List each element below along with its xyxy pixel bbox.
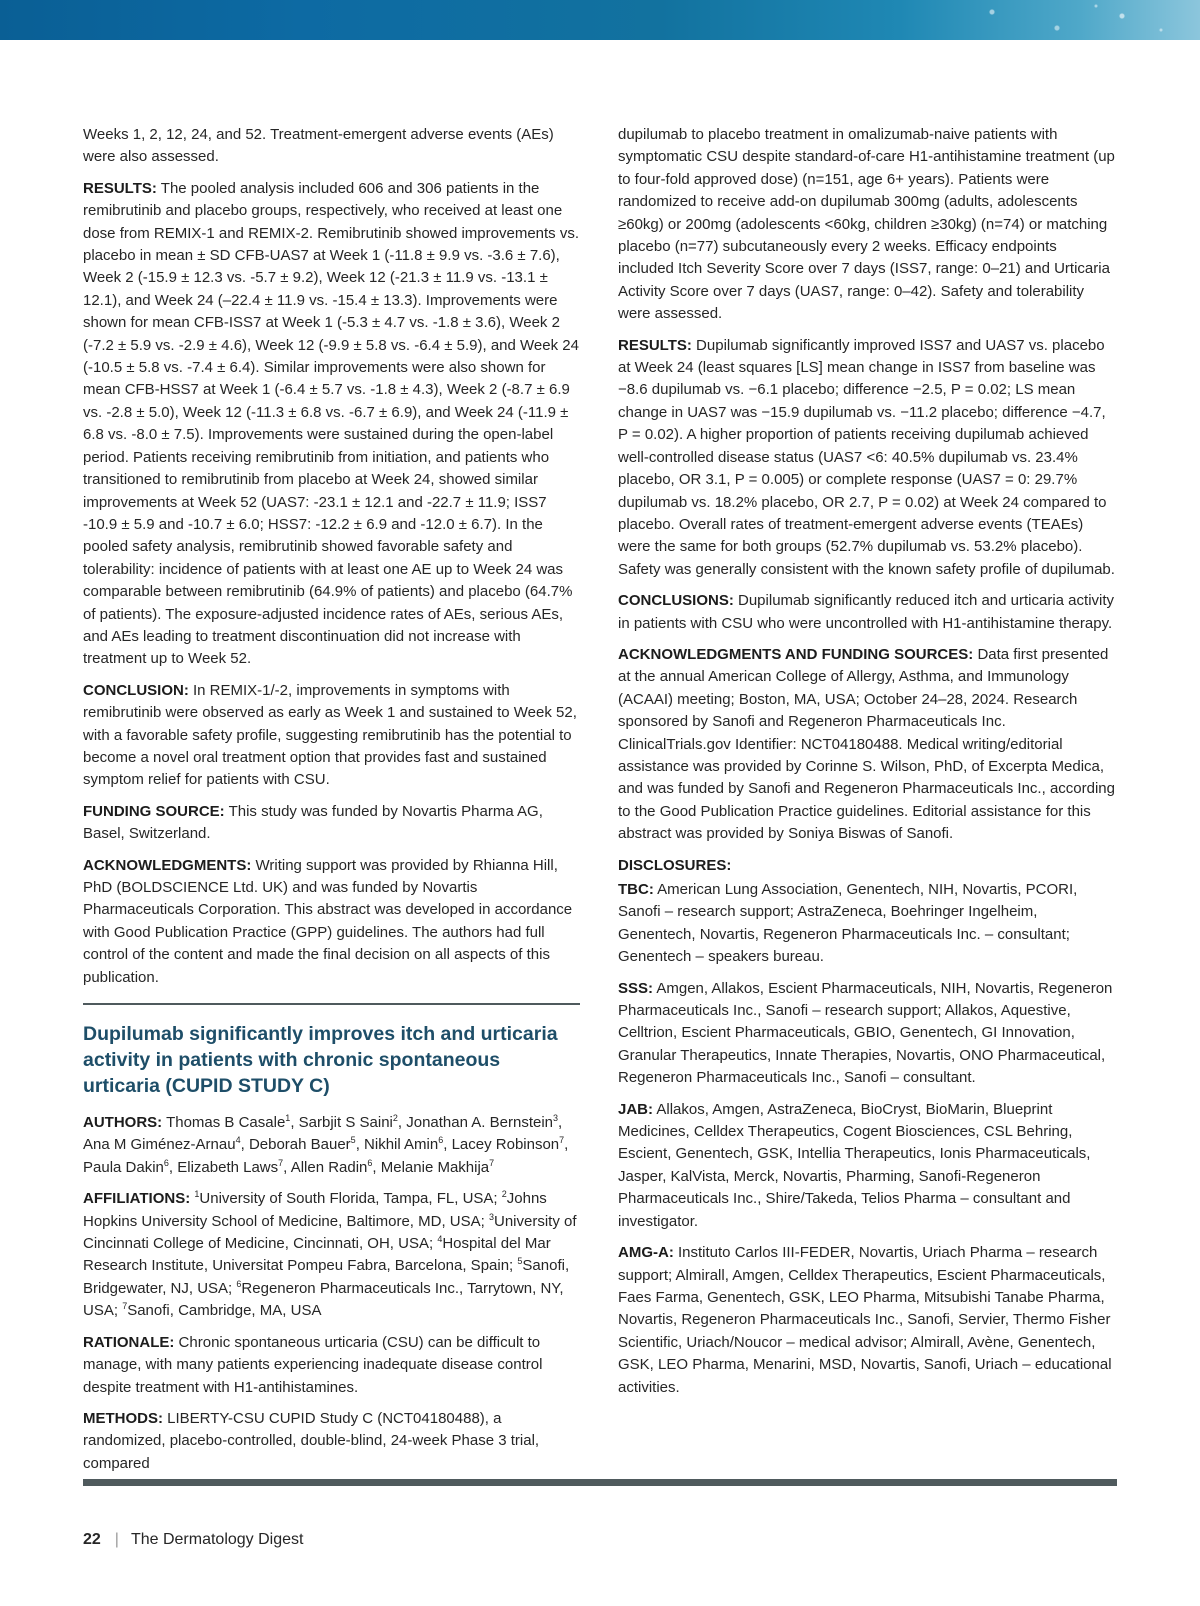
disclosure-item bbox=[618, 1242, 1116, 1399]
ack-funding-text: Data first presented at the annual American College of Allergy, Asthma, and Immunology (ACAAI) meeting; Boston, MA, USA; October 24–28, 2024. Research sponsored by Sanofi and Regeneron Pharmaceuticals Inc. ClinicalTrials.gov Identifier: NCT04180488. Medical writing/editorial assistance was provided by Corinne S. Wilson, PhD, of Excerpta Medica, and was funded by Sanofi and Regeneron Pharmaceuticals Inc., according to the Good Publication Practice guidelines. Editorial assistance for this abstract was provided by Soniya Biswas of Sanofi. bbox=[618, 645, 1115, 843]
affiliation-text: Sanofi, Cambridge, MA, USA bbox=[127, 1302, 322, 1320]
disclosure-label: AMG-A: bbox=[618, 1244, 674, 1262]
author-name: Nikhil Amin bbox=[364, 1136, 439, 1154]
disclosure-label: SSS: bbox=[618, 979, 654, 997]
author-name: Ana M Giménez-Arnau bbox=[83, 1136, 236, 1154]
authors-label: AUTHORS: bbox=[83, 1114, 163, 1132]
methods-label: METHODS: bbox=[83, 1409, 163, 1427]
rationale-paragraph bbox=[83, 1332, 580, 1399]
publication-name: The Dermatology Digest bbox=[130, 1531, 304, 1548]
acknowledgments-label: ACKNOWLEDGMENTS: bbox=[83, 856, 252, 874]
disclosure-item bbox=[618, 879, 1116, 969]
results-paragraph bbox=[83, 178, 580, 671]
methods-text: LIBERTY-CSU CUPID Study C (NCT04180488), a randomized, placebo-controlled, double-blind, 24-week Phase 3 trial, compared bbox=[83, 1409, 540, 1472]
affiliation-mark: 7 bbox=[122, 1301, 128, 1312]
rationale-text: Chronic spontaneous urticaria (CSU) can be difficult to manage, with many patients experiencing inadequate disease control despite treatment with H1-antihistamines. bbox=[83, 1333, 543, 1396]
disclosure-text: Amgen, Allakos, Escient Pharmaceuticals, NIH, Novartis, Regeneron Pharmaceuticals Inc., Sanofi – research support; Allakos, Aquestive, Celltrion, Escient Pharmaceuticals, GBIO, Genentech, GI Innovation, Granular Therapeutics, Innate Therapies, Novartis, ONO Pharmaceutical, Regeneron Pharmaceuticals Inc., Sanofi – consultant. bbox=[618, 979, 1113, 1087]
author-name: Lacey Robinson bbox=[451, 1136, 560, 1154]
affiliation-text: Johns Hopkins University School of Medicine, Baltimore, MD, USA; bbox=[83, 1190, 547, 1230]
results-text-2: Dupilumab significantly improved ISS7 and UAS7 vs. placebo at Week 24 (least squares [LS] mean change in ISS7 from baseline was −8.6 dupilumab vs. −6.1 placebo; difference −2.5, P = 0.02; LS mean change in UAS7 was −15.9 dupilumab vs. −11.2 placebo; difference −4.7, P = 0.02). A higher proportion of patients receiving dupilumab achieved well-controlled disease status (UAS7 <6: 40.5% dupilumab vs. 23.4% placebo, OR 3.1, P = 0.005) or complete response (UAS7 = 0: 29.7% dupilumab vs. 18.2% placebo, OR 2.7, P = 0.02) at Week 24 compared to placebo. Overall rates of treatment-emergent adverse events (TEAEs) were the same for both groups (52.7% dupilumab vs. 53.2% placebo). Safety was generally consistent with the known safety profile of dupilumab. bbox=[618, 336, 1115, 578]
author-name: Jonathan A. Bernstein bbox=[406, 1114, 554, 1132]
author-name: Melanie Makhija bbox=[380, 1158, 490, 1176]
disclosure-text: Allakos, Amgen, AstraZeneca, BioCryst, BioMarin, Blueprint Medicines, Celldex Therapeutics, Cogent Biosciences, CSL Behring, Escient, Genentech, GSK, Intellia Therapeutics, Ionis Pharmaceuticals, Jasper, KalVista, Merck, Novartis, Pharming, Sanofi-Regeneron Pharmaceuticals Inc., Shire/Takeda, Telios Pharma – consultant and investigator. bbox=[618, 1100, 1091, 1230]
ack-funding-label: ACKNOWLEDGMENTS AND FUNDING SOURCES: bbox=[618, 645, 974, 663]
affiliation-text: Hospital del Mar Research Institute, Universitat Pompeu Fabra, Barcelona, Spain; bbox=[83, 1235, 551, 1275]
author-affiliation-mark: 3 bbox=[553, 1113, 559, 1124]
disclosure-item bbox=[618, 1099, 1116, 1233]
disclosures-heading-paragraph bbox=[618, 855, 1116, 877]
author-affiliation-mark: 7 bbox=[278, 1157, 284, 1168]
page-number: 22 bbox=[83, 1531, 101, 1548]
affiliation-mark: 5 bbox=[517, 1256, 523, 1267]
conclusion-text: In REMIX-1/-2, improvements in symptoms with remibrutinib were observed as early as Week 1 and sustained to Week 52, with a favorable safety profile, suggesting remibrutinib has the potential to become a novel oral treatment option that provides fast and sustained symptom relief for patients with CSU. bbox=[83, 681, 577, 789]
disclosure-label: TBC: bbox=[618, 881, 654, 898]
methods-continued-paragraph bbox=[618, 124, 1116, 326]
author-affiliation-mark: 1 bbox=[285, 1113, 291, 1124]
methods-paragraph bbox=[83, 1408, 580, 1475]
author-affiliation-mark: 6 bbox=[438, 1135, 444, 1146]
disclosure-label: JAB: bbox=[618, 1100, 654, 1118]
intro-paragraph: Weeks 1, 2, 12, 24, and 52. Treatment-emergent adverse events (AEs) were also assessed. bbox=[83, 126, 554, 166]
methods-continued-text: dupilumab to placebo treatment in omalizumab-naive patients with symptomatic CSU despite standard-of-care H1-antihistamine treatment (up to four-fold approved dose) (n=151, age 6+ years). Patients were randomized to receive add-on dupilumab 300mg (adults, adolescents ≥60kg) or 200mg (adolescents <60kg, children ≥30kg) (n=74) or matching placebo (n=77) subcutaneously every 2 weeks. Efficacy endpoints included Itch Severity Score over 7 days (ISS7, range: 0–21) and Urticaria Activity Score over 7 days (UAS7, range: 0–42). Safety and tolerability were assessed. bbox=[618, 126, 1115, 323]
results-text: The pooled analysis included 606 and 306 patients in the remibrutinib and placebo groups, respectively, who received at least one dose from REMIX-1 and REMIX-2. Remibrutinib showed improvements vs. placebo in mean ± SD CFB-UAS7 at Week 1 (-11.8 ± 9.9 vs. -3.6 ± 7.6), Week 2 (-15.9 ± 12.3 vs. -5.7 ± 9.2), Week 12 (-21.3 ± 11.9 vs. -13.1 ± 12.1), and Week 24 (–22.4 ± 11.9 vs. -15.4 ± 13.3). Improvements were shown for mean CFB-ISS7 at Week 1 (-5.3 ± 4.7 vs. -1.8 ± 3.6), Week 2 (-7.2 ± 5.9 vs. -2.9 ± 4.6), Week 12 (-9.9 ± 5.8 vs. -6.4 ± 5.9), and Week 24 (-10.5 ± 5.8 vs. -7.4 ± 6.4). Similar improvements were also shown for mean CFB-HSS7 at Week 1 (-6.4 ± 5.7 vs. -1.8 ± 4.3), Week 2 (-8.7 ± 6.9 vs. -2.8 ± 5.0), Week 12 (-11.3 ± 6.8 vs. -6.7 ± 6.9), and Week 24 (-11.9 ± 6.8 vs. -8.0 ± 7.5). Improvements were sustained during the open-label period. Patients receiving remibrutinib from initiation, and patients who transitioned to remibrutinib from placebo at Week 24, showed similar improvements at Week 52 (UAS7: -23.1 ± 12.1 and -22.7 ± 11.9; ISS7 -10.9 ± 5.9 and -10.7 ± 6.0; HSS7: -12.2 ± 6.9 and -12.0 ± 6.7). In the pooled safety analysis, remibrutinib showed favorable safety and tolerability: incidence of patients with at least one AE up to Week 24 was comparable between remibrutinib (64.9% of patients) and placebo (64.7% of patients). The exposure-adjusted incidence rates of AEs, serious AEs, and AEs leading to treatment discontinuation did not increase with treatment up to Week 52. bbox=[83, 179, 580, 668]
author-name: Allen Radin bbox=[290, 1158, 368, 1176]
right-column bbox=[618, 124, 1116, 1408]
affiliation-text: Sanofi, Bridgewater, NJ, USA; bbox=[83, 1257, 570, 1297]
results-paragraph-2 bbox=[618, 335, 1116, 581]
page-footer bbox=[83, 1531, 303, 1549]
disclosures-list bbox=[618, 879, 1116, 1399]
affiliation-mark: 4 bbox=[437, 1234, 443, 1245]
footer-divider bbox=[83, 1479, 1117, 1486]
author-name: Thomas B Casale bbox=[162, 1114, 286, 1132]
section-divider bbox=[83, 1003, 580, 1005]
affiliations-paragraph bbox=[83, 1188, 580, 1322]
header-banner-image bbox=[0, 0, 1200, 40]
conclusions-paragraph bbox=[618, 590, 1116, 635]
authors-list: Thomas B Casale$^1$, Sarbjit S Saini$^2$, Jonathan A. Bernstein$^3$, Ana M Giménez-Arnau$^4$, Deborah Bauer$^5$, Nikhil Amin$^6$, Lacey Robinson$^7$, Paula Dakin$^6$, Elizabeth Laws$^7$, Allen Radin$^6$, Melanie Makhija$^7$ bbox=[83, 1113, 569, 1176]
disclosures-label: DISCLOSURES: bbox=[618, 856, 732, 874]
author-affiliation-mark: 4 bbox=[235, 1135, 241, 1146]
conclusions-text: Dupilumab significantly reduced itch and urticaria activity in patients with CSU who were uncontrolled with H1-antihistamine therapy. bbox=[618, 592, 1115, 632]
author-affiliation-mark: 6 bbox=[163, 1157, 169, 1168]
funding-label: FUNDING SOURCE: bbox=[83, 802, 225, 820]
footer-separator: | bbox=[114, 1531, 119, 1548]
authors-paragraph bbox=[83, 1112, 580, 1179]
affiliation-text: University of Cincinnati College of Medicine, Cincinnati, OH, USA; bbox=[83, 1212, 577, 1253]
disclosure-text: Instituto Carlos III-FEDER, Novartis, Uriach Pharma – research support; Almirall, Amgen, Celldex Therapeutics, Escient Pharmaceuticals, Faes Farma, Genentech, GSK, LEO Pharma, Mitsubishi Tanabe Pharma, Novartis, Regeneron Pharmaceuticals Inc., Sanofi, Servier, Thermo Fisher Scientific, Uriach/Noucor – medical advisor; Almirall, Avène, Genentech, GSK, LEO Pharma, Menarini, MSD, Novartis, Sanofi, Uriach – educational activities. bbox=[618, 1244, 1112, 1396]
disclosure-item bbox=[618, 978, 1116, 1090]
author-affiliation-mark: 6 bbox=[367, 1157, 373, 1168]
author-name: Deborah Bauer bbox=[248, 1136, 351, 1154]
affiliation-mark: 3 bbox=[488, 1211, 494, 1222]
funding-paragraph bbox=[83, 801, 580, 846]
conclusions-label: CONCLUSIONS: bbox=[618, 592, 734, 610]
acknowledgments-text: Writing support was provided by Rhianna Hill, PhD (BOLDSCIENCE Ltd. UK) and was funded by Novartis Pharmaceuticals Corporation. This abstract was developed in accordance with Good Publication Practice (GPP) guidelines. The authors had full control of the content and made the final decision on all aspects of this publication. bbox=[83, 856, 573, 986]
results-label: RESULTS: bbox=[83, 179, 157, 197]
author-affiliation-mark: 7 bbox=[489, 1157, 495, 1168]
author-name: Sarbjit S Saini bbox=[298, 1114, 393, 1132]
results-label-2: RESULTS: bbox=[618, 336, 692, 354]
author-name: Elizabeth Laws bbox=[177, 1158, 279, 1176]
affiliations-label: AFFILIATIONS: bbox=[83, 1190, 191, 1208]
affiliations-list bbox=[83, 1190, 577, 1319]
rationale-label: RATIONALE: bbox=[83, 1333, 175, 1351]
affiliation-mark: 6 bbox=[236, 1278, 242, 1289]
affiliation-text: University of South Florida, Tampa, FL, USA; bbox=[199, 1190, 502, 1208]
conclusion-paragraph bbox=[83, 680, 580, 792]
article-title: Dupilumab significantly improves itch and urticaria activity in patients with chronic spontaneous urticaria (CUPID STUDY C) bbox=[83, 1023, 558, 1098]
disclosure-text: American Lung Association, Genentech, NIH, Novartis, PCORI, Sanofi – research support; AstraZeneca, Boehringer Ingelheim, Genentech, Novartis, Regeneron Pharmaceuticals Inc. – consultant; Genentech – speakers bureau. bbox=[618, 881, 1078, 966]
acknowledgments-paragraph bbox=[83, 855, 580, 989]
water-spray-texture bbox=[940, 0, 1200, 40]
conclusion-label: CONCLUSION: bbox=[83, 681, 189, 699]
author-name: Paula Dakin bbox=[83, 1158, 164, 1176]
author-affiliation-mark: 7 bbox=[559, 1135, 565, 1146]
left-column bbox=[83, 124, 580, 1484]
author-affiliation-mark: 2 bbox=[392, 1113, 398, 1124]
author-affiliation-mark: 5 bbox=[350, 1135, 356, 1146]
affiliation-text: Regeneron Pharmaceuticals Inc., Tarrytown, NY, USA; bbox=[83, 1279, 564, 1320]
funding-text: This study was funded by Novartis Pharma AG, Basel, Switzerland. bbox=[83, 802, 543, 843]
affiliation-mark: 1 bbox=[194, 1189, 200, 1200]
ack-funding-paragraph bbox=[618, 644, 1116, 846]
affiliation-mark: 2 bbox=[501, 1189, 507, 1200]
